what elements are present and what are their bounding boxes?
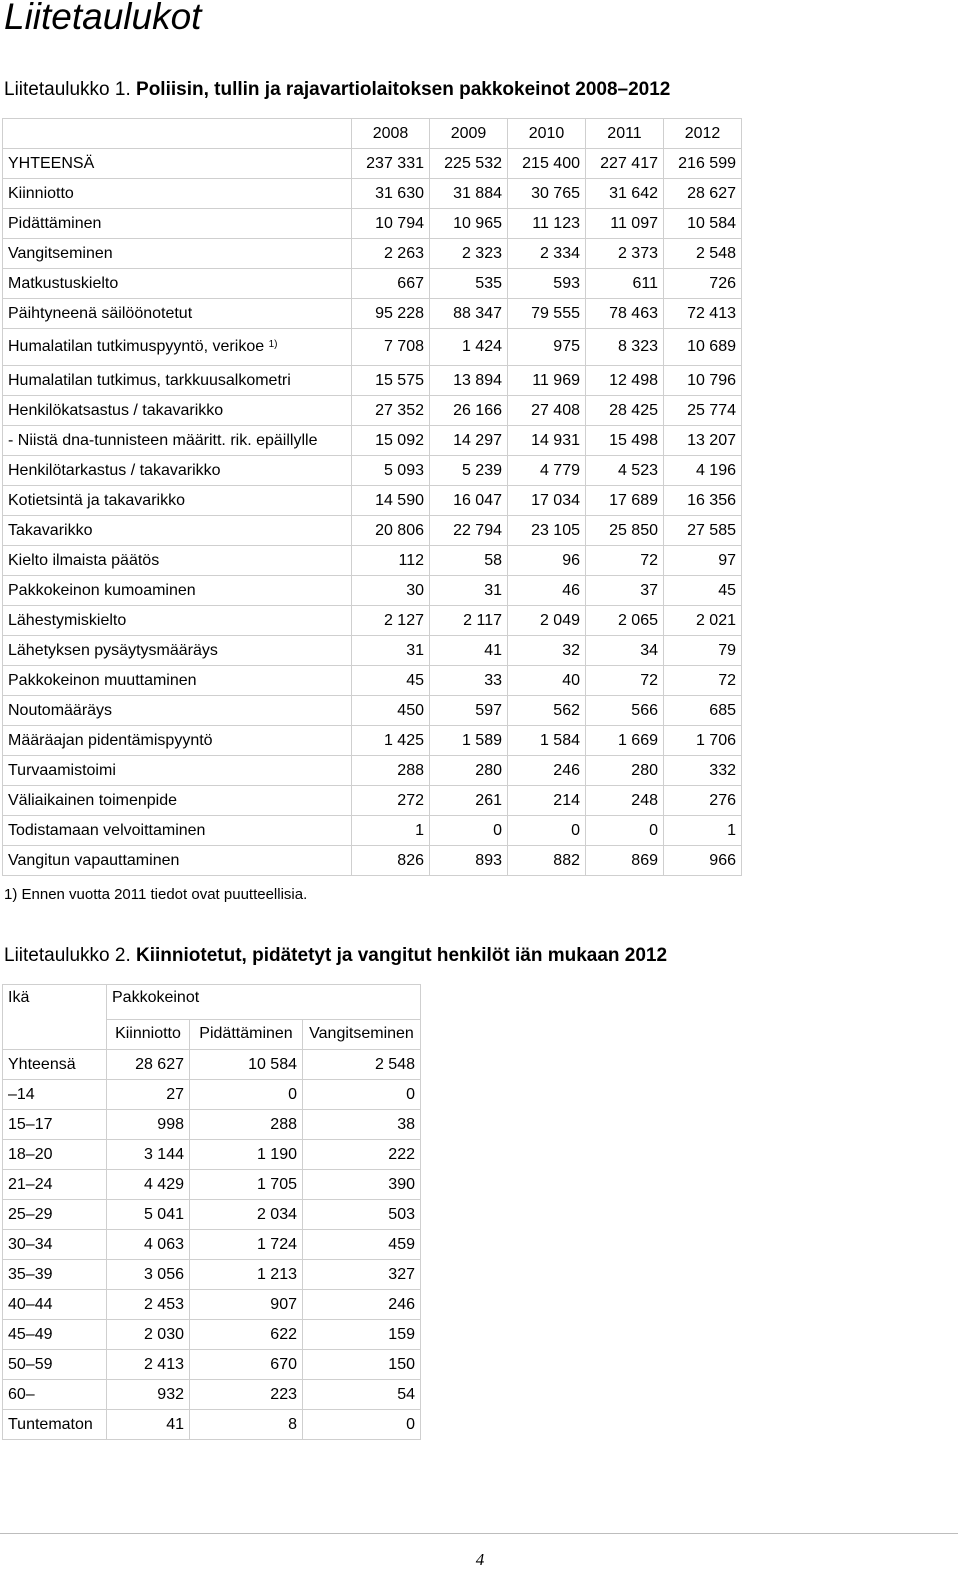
- year-header: 2010: [508, 119, 586, 149]
- page-number: 4: [475, 1550, 485, 1569]
- value-cell: 685: [664, 696, 742, 726]
- row-label-text: Vangitseminen: [8, 244, 113, 262]
- value-cell: 975: [508, 329, 586, 366]
- age-group-label: 45–49: [3, 1320, 107, 1350]
- table2-caption: [4, 945, 667, 967]
- value-cell: 0: [430, 816, 508, 846]
- row-label-text: Henkilökatsastus / takavarikko: [8, 401, 224, 419]
- row-label-text: Takavarikko: [8, 521, 93, 539]
- table1-caption-text: Poliisin, tullin ja rajavartiolaitoksen pakkokeinot 2008–2012: [136, 79, 671, 100]
- value-cell: 280: [586, 756, 664, 786]
- year-header: 2011: [586, 119, 664, 149]
- value-cell: 2 334: [508, 239, 586, 269]
- row-label: [3, 516, 352, 546]
- value-cell: 41: [107, 1410, 190, 1440]
- age-group-label: 50–59: [3, 1350, 107, 1380]
- value-cell: 1 424: [430, 329, 508, 366]
- value-cell: 15 498: [586, 426, 664, 456]
- value-cell: 1 724: [190, 1230, 303, 1260]
- table-row: [3, 606, 742, 636]
- value-cell: 998: [107, 1110, 190, 1140]
- value-cell: 10 584: [190, 1050, 303, 1080]
- row-label-text: Pakkokeinon muuttaminen: [8, 671, 197, 689]
- value-cell: 15 575: [352, 366, 430, 396]
- age-group-label: –14: [3, 1080, 107, 1110]
- value-cell: 611: [586, 269, 664, 299]
- row-label: [3, 269, 352, 299]
- value-cell: 225 532: [430, 149, 508, 179]
- value-cell: 1 584: [508, 726, 586, 756]
- table-row: [3, 1200, 421, 1230]
- value-cell: 826: [352, 846, 430, 876]
- row-label-text: Pidättäminen: [8, 214, 102, 232]
- value-cell: 30: [352, 576, 430, 606]
- age-group-label: 40–44: [3, 1290, 107, 1320]
- value-cell: 72 413: [664, 299, 742, 329]
- value-cell: 79: [664, 636, 742, 666]
- value-cell: 223: [190, 1380, 303, 1410]
- age-group-label: 18–20: [3, 1140, 107, 1170]
- value-cell: 88 347: [430, 299, 508, 329]
- table-row: [3, 1410, 421, 1440]
- table2-caption-prefix: Liitetaulukko 2.: [4, 945, 131, 966]
- row-label-text: Väliaikainen toimenpide: [8, 791, 177, 809]
- value-cell: 8: [190, 1410, 303, 1440]
- row-label-text: Määräajan pidentämispyyntö: [8, 731, 213, 749]
- value-cell: 11 097: [586, 209, 664, 239]
- year-header: 2008: [352, 119, 430, 149]
- value-cell: 13 894: [430, 366, 508, 396]
- coercive-measures-table: [2, 118, 742, 876]
- row-label-text: Matkustuskielto: [8, 274, 119, 292]
- value-cell: 869: [586, 846, 664, 876]
- table-row: [3, 1290, 421, 1320]
- value-cell: 33: [430, 666, 508, 696]
- value-cell: 2 049: [508, 606, 586, 636]
- value-cell: 72: [664, 666, 742, 696]
- age-group-label: 21–24: [3, 1170, 107, 1200]
- value-cell: 390: [303, 1170, 421, 1200]
- row-label: [3, 149, 352, 179]
- value-cell: 0: [190, 1080, 303, 1110]
- value-cell: 276: [664, 786, 742, 816]
- value-cell: 2 021: [664, 606, 742, 636]
- table-row: [3, 546, 742, 576]
- value-cell: 112: [352, 546, 430, 576]
- value-cell: 893: [430, 846, 508, 876]
- row-label-text: Lähetyksen pysäytysmääräys: [8, 641, 218, 659]
- table-row: [3, 756, 742, 786]
- value-cell: 27 585: [664, 516, 742, 546]
- group-header: Pakkokeinot: [107, 985, 421, 1020]
- value-cell: 7 708: [352, 329, 430, 366]
- age-group-label: 15–17: [3, 1110, 107, 1140]
- value-cell: 535: [430, 269, 508, 299]
- row-label: [3, 456, 352, 486]
- value-cell: 246: [508, 756, 586, 786]
- value-cell: 2 065: [586, 606, 664, 636]
- value-cell: 28 627: [107, 1050, 190, 1080]
- year-header: 2009: [430, 119, 508, 149]
- value-cell: 622: [190, 1320, 303, 1350]
- value-cell: 3 144: [107, 1140, 190, 1170]
- row-label: [3, 786, 352, 816]
- row-label: [3, 816, 352, 846]
- table-row: [3, 726, 742, 756]
- value-cell: 31 642: [586, 179, 664, 209]
- table-row: [3, 366, 742, 396]
- age-group-label: Tuntematon: [3, 1410, 107, 1440]
- value-cell: 450: [352, 696, 430, 726]
- value-cell: 882: [508, 846, 586, 876]
- value-cell: 227 417: [586, 149, 664, 179]
- value-cell: 237 331: [352, 149, 430, 179]
- value-cell: 0: [303, 1410, 421, 1440]
- value-cell: 17 689: [586, 486, 664, 516]
- footer-divider: [0, 1533, 958, 1534]
- value-cell: 14 590: [352, 486, 430, 516]
- row-label-text: Lähestymiskielto: [8, 611, 127, 629]
- value-cell: 25 850: [586, 516, 664, 546]
- age-group-label: 30–34: [3, 1230, 107, 1260]
- row-label: [3, 606, 352, 636]
- value-cell: 327: [303, 1260, 421, 1290]
- value-cell: 907: [190, 1290, 303, 1320]
- value-cell: 2 548: [303, 1050, 421, 1080]
- value-cell: 40: [508, 666, 586, 696]
- value-cell: 41: [430, 636, 508, 666]
- table1-header-row: [3, 119, 742, 149]
- row-label-text: Pakkokeinon kumoaminen: [8, 581, 196, 599]
- table1-footnote: 1) Ennen vuotta 2011 tiedot ovat puutteellisia.: [4, 886, 308, 903]
- row-label: [3, 576, 352, 606]
- value-cell: 2 034: [190, 1200, 303, 1230]
- age-group-label: Yhteensä: [3, 1050, 107, 1080]
- table-row: [3, 1110, 421, 1140]
- table-row: [3, 1380, 421, 1410]
- value-cell: 31: [430, 576, 508, 606]
- value-cell: 2 030: [107, 1320, 190, 1350]
- value-cell: 34: [586, 636, 664, 666]
- value-cell: 272: [352, 786, 430, 816]
- value-cell: 5 041: [107, 1200, 190, 1230]
- row-label: [3, 846, 352, 876]
- age-breakdown-table: [2, 984, 421, 1440]
- row-label: [3, 726, 352, 756]
- value-cell: 10 794: [352, 209, 430, 239]
- table-row: [3, 516, 742, 546]
- value-cell: 332: [664, 756, 742, 786]
- value-cell: 32: [508, 636, 586, 666]
- row-label: [3, 396, 352, 426]
- value-cell: 966: [664, 846, 742, 876]
- value-cell: 11 969: [508, 366, 586, 396]
- value-cell: 2 413: [107, 1350, 190, 1380]
- value-cell: 1 425: [352, 726, 430, 756]
- column-header: Kiinniotto: [107, 1019, 190, 1049]
- value-cell: 1: [664, 816, 742, 846]
- table-row: [3, 1350, 421, 1380]
- column-header: Pidättäminen: [190, 1019, 303, 1049]
- value-cell: 5 239: [430, 456, 508, 486]
- row-label: [3, 756, 352, 786]
- value-cell: 28 627: [664, 179, 742, 209]
- value-cell: 150: [303, 1350, 421, 1380]
- table-row: [3, 209, 742, 239]
- value-cell: 10 965: [430, 209, 508, 239]
- value-cell: 2 263: [352, 239, 430, 269]
- value-cell: 72: [586, 666, 664, 696]
- value-cell: 31: [352, 636, 430, 666]
- row-label: [3, 299, 352, 329]
- year-header: 2012: [664, 119, 742, 149]
- value-cell: 667: [352, 269, 430, 299]
- value-cell: 96: [508, 546, 586, 576]
- table2-caption-text: Kiinniotetut, pidätetyt ja vangitut henkilöt iän mukaan 2012: [136, 945, 668, 966]
- table-row: [3, 299, 742, 329]
- row-label: [3, 179, 352, 209]
- value-cell: 932: [107, 1380, 190, 1410]
- value-cell: 1 190: [190, 1140, 303, 1170]
- row-label-text: Humalatilan tutkimus, tarkkuusalkometri: [8, 371, 291, 389]
- value-cell: 597: [430, 696, 508, 726]
- table-row: [3, 1260, 421, 1290]
- value-cell: 1 669: [586, 726, 664, 756]
- value-cell: 4 523: [586, 456, 664, 486]
- value-cell: 593: [508, 269, 586, 299]
- row-label: [3, 426, 352, 456]
- table-row: [3, 846, 742, 876]
- table-row: [3, 149, 742, 179]
- row-label-text: Turvaamistoimi: [8, 761, 116, 779]
- value-cell: 4 429: [107, 1170, 190, 1200]
- value-cell: 0: [303, 1080, 421, 1110]
- value-cell: 28 425: [586, 396, 664, 426]
- value-cell: 37: [586, 576, 664, 606]
- value-cell: 4 779: [508, 456, 586, 486]
- row-label-text: Noutomääräys: [8, 701, 113, 719]
- table-row: [3, 786, 742, 816]
- value-cell: 2 548: [664, 239, 742, 269]
- value-cell: 79 555: [508, 299, 586, 329]
- value-cell: 10 584: [664, 209, 742, 239]
- table-row: [3, 1140, 421, 1170]
- table-row: [3, 696, 742, 726]
- table-row: [3, 816, 742, 846]
- table-row: [3, 1170, 421, 1200]
- value-cell: 10 689: [664, 329, 742, 366]
- row-label: [3, 366, 352, 396]
- table1-corner-cell: [3, 119, 352, 149]
- value-cell: 16 047: [430, 486, 508, 516]
- table-row: [3, 636, 742, 666]
- value-cell: 11 123: [508, 209, 586, 239]
- row-label: [3, 486, 352, 516]
- table-row: [3, 396, 742, 426]
- row-label-text: Henkilötarkastus / takavarikko: [8, 461, 221, 479]
- value-cell: 54: [303, 1380, 421, 1410]
- table-row: [3, 1230, 421, 1260]
- table-row: [3, 329, 742, 366]
- value-cell: 159: [303, 1320, 421, 1350]
- age-group-label: 25–29: [3, 1200, 107, 1230]
- value-cell: 280: [430, 756, 508, 786]
- value-cell: 670: [190, 1350, 303, 1380]
- table-row: [3, 456, 742, 486]
- table-row: [3, 179, 742, 209]
- row-label-text: - Niistä dna-tunnisteen määritt. rik. epäillylle: [8, 431, 318, 449]
- value-cell: 20 806: [352, 516, 430, 546]
- value-cell: 17 034: [508, 486, 586, 516]
- row-label: [3, 209, 352, 239]
- row-label-text: Humalatilan tutkimuspyyntö, verikoe: [8, 338, 265, 355]
- table-row: [3, 666, 742, 696]
- value-cell: 0: [508, 816, 586, 846]
- value-cell: 27 352: [352, 396, 430, 426]
- table-row: [3, 426, 742, 456]
- row-label: [3, 546, 352, 576]
- value-cell: 8 323: [586, 329, 664, 366]
- page-title: Liitetaulukot: [4, 0, 202, 37]
- value-cell: 2 117: [430, 606, 508, 636]
- value-cell: 566: [586, 696, 664, 726]
- table-row: [3, 239, 742, 269]
- value-cell: 2 127: [352, 606, 430, 636]
- age-group-label: 60–: [3, 1380, 107, 1410]
- footnote-marker: 1): [268, 339, 278, 350]
- row-label: [3, 666, 352, 696]
- value-cell: 5 093: [352, 456, 430, 486]
- value-cell: 14 931: [508, 426, 586, 456]
- age-header: Ikä: [3, 985, 107, 1050]
- value-cell: 15 092: [352, 426, 430, 456]
- row-label-text: YHTEENSÄ: [8, 154, 95, 172]
- value-cell: 4 196: [664, 456, 742, 486]
- row-label-text: Kiinniotto: [8, 184, 74, 202]
- row-label-text: Vangitun vapauttaminen: [8, 851, 180, 869]
- value-cell: 78 463: [586, 299, 664, 329]
- value-cell: 562: [508, 696, 586, 726]
- value-cell: 26 166: [430, 396, 508, 426]
- value-cell: 58: [430, 546, 508, 576]
- row-label: [3, 329, 352, 366]
- value-cell: 22 794: [430, 516, 508, 546]
- value-cell: 25 774: [664, 396, 742, 426]
- value-cell: 72: [586, 546, 664, 576]
- column-header: Vangitseminen: [303, 1019, 421, 1049]
- value-cell: 459: [303, 1230, 421, 1260]
- value-cell: 95 228: [352, 299, 430, 329]
- table1-caption-prefix: Liitetaulukko 1.: [4, 79, 131, 100]
- value-cell: 248: [586, 786, 664, 816]
- table-row: [3, 1080, 421, 1110]
- table-row: [3, 576, 742, 606]
- value-cell: 23 105: [508, 516, 586, 546]
- row-label-text: Päihtyneenä säilöönotetut: [8, 304, 193, 322]
- table2-header-row: [3, 985, 421, 1020]
- table-row: [3, 269, 742, 299]
- value-cell: 31 884: [430, 179, 508, 209]
- value-cell: 30 765: [508, 179, 586, 209]
- value-cell: 726: [664, 269, 742, 299]
- value-cell: 27 408: [508, 396, 586, 426]
- value-cell: 216 599: [664, 149, 742, 179]
- value-cell: 4 063: [107, 1230, 190, 1260]
- value-cell: 0: [586, 816, 664, 846]
- value-cell: 97: [664, 546, 742, 576]
- value-cell: 1: [352, 816, 430, 846]
- value-cell: 45: [664, 576, 742, 606]
- row-label-text: Kotietsintä ja takavarikko: [8, 491, 185, 509]
- value-cell: 2 453: [107, 1290, 190, 1320]
- value-cell: 27: [107, 1080, 190, 1110]
- value-cell: 12 498: [586, 366, 664, 396]
- table-row: [3, 486, 742, 516]
- value-cell: 2 323: [430, 239, 508, 269]
- value-cell: 2 373: [586, 239, 664, 269]
- value-cell: 503: [303, 1200, 421, 1230]
- table-row: [3, 1320, 421, 1350]
- value-cell: 288: [190, 1110, 303, 1140]
- value-cell: 261: [430, 786, 508, 816]
- value-cell: 288: [352, 756, 430, 786]
- value-cell: 1 213: [190, 1260, 303, 1290]
- value-cell: 3 056: [107, 1260, 190, 1290]
- table1-caption: [4, 79, 670, 101]
- value-cell: 1 706: [664, 726, 742, 756]
- value-cell: 13 207: [664, 426, 742, 456]
- row-label: [3, 239, 352, 269]
- row-label: [3, 696, 352, 726]
- row-label-text: Todistamaan velvoittaminen: [8, 821, 206, 839]
- value-cell: 16 356: [664, 486, 742, 516]
- value-cell: 31 630: [352, 179, 430, 209]
- row-label: [3, 636, 352, 666]
- table-row: [3, 1050, 421, 1080]
- value-cell: 222: [303, 1140, 421, 1170]
- value-cell: 10 796: [664, 366, 742, 396]
- value-cell: 246: [303, 1290, 421, 1320]
- value-cell: 38: [303, 1110, 421, 1140]
- row-label-text: Kielto ilmaista päätös: [8, 551, 160, 569]
- value-cell: 14 297: [430, 426, 508, 456]
- value-cell: 215 400: [508, 149, 586, 179]
- value-cell: 46: [508, 576, 586, 606]
- value-cell: 1 589: [430, 726, 508, 756]
- age-group-label: 35–39: [3, 1260, 107, 1290]
- value-cell: 45: [352, 666, 430, 696]
- value-cell: 1 705: [190, 1170, 303, 1200]
- value-cell: 214: [508, 786, 586, 816]
